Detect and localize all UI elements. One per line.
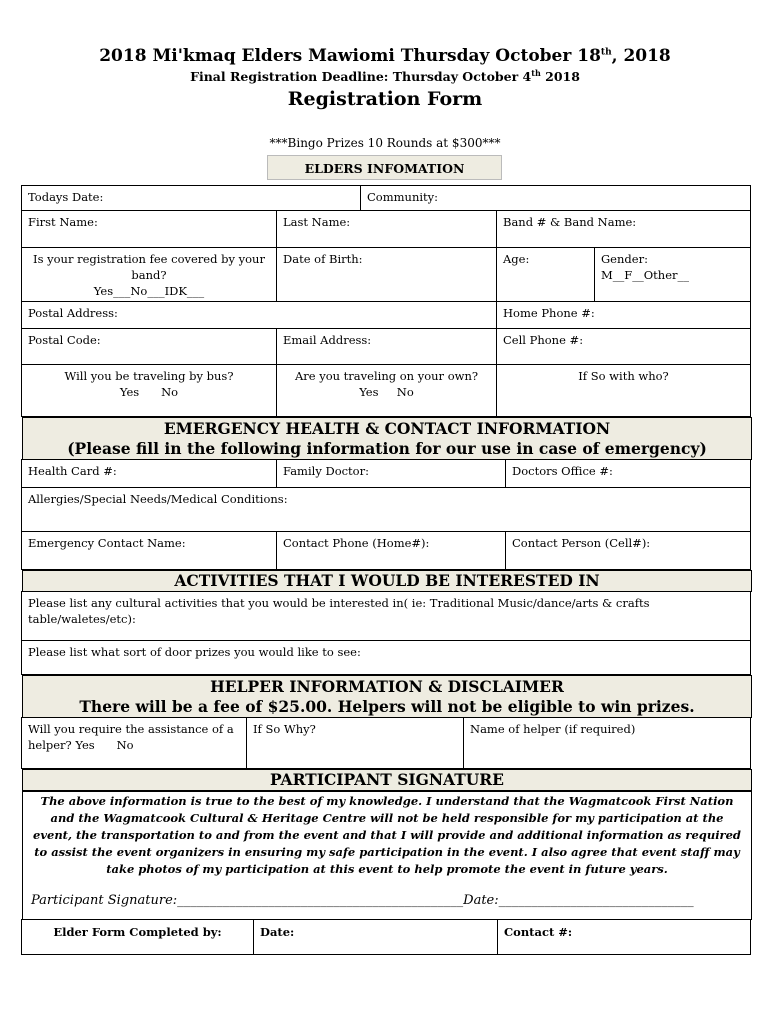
home-phone-label: Home Phone #: <box>503 306 595 320</box>
contact-cell-field[interactable] <box>505 531 751 570</box>
fee-options: Yes___No___IDK___ <box>93 284 205 298</box>
signature-section-header <box>22 769 752 791</box>
health-card-field[interactable] <box>21 459 277 488</box>
cultural-activities-field[interactable] <box>21 591 751 641</box>
door-prizes-label: Please list what sort of door prizes you would like to see: <box>28 645 361 659</box>
traveling-own-label: Are you traveling on your own? <box>294 369 479 383</box>
emergency-title: EMERGENCY HEALTH & CONTACT INFORMATION <box>163 419 611 438</box>
health-card-label: Health Card #: <box>28 464 117 478</box>
band-field[interactable] <box>496 210 751 248</box>
contact-home-label: Contact Phone (Home#): <box>283 536 430 550</box>
todays-date-label: Todays Date: <box>28 190 104 204</box>
community-field[interactable] <box>360 185 751 211</box>
helper-required-options: Yes No <box>75 738 134 752</box>
helper-subtitle: There will be a fee of $25.00. Helpers will not be eligible to win prizes. <box>79 697 695 716</box>
helper-name-field[interactable] <box>463 717 751 769</box>
with-who-field[interactable] <box>496 364 751 417</box>
bus-label: Will you be traveling by bus? <box>64 369 234 383</box>
dob-field[interactable] <box>276 247 497 302</box>
age-label: Age: <box>503 252 530 266</box>
form-title: Registration Form <box>287 88 483 110</box>
with-who-label: If So with who? <box>578 369 669 383</box>
gender-field[interactable] <box>594 247 751 302</box>
home-phone-field[interactable] <box>496 301 751 329</box>
signature-date-label: Date:______________________________ <box>463 893 694 908</box>
completed-by-field[interactable] <box>21 919 254 955</box>
participant-signature-line[interactable] <box>22 883 752 920</box>
participant-signature-label: Participant Signature:____________________________________________ <box>31 893 464 908</box>
allergies-field[interactable] <box>21 487 751 532</box>
todays-date-field[interactable] <box>21 185 361 211</box>
door-prizes-field[interactable] <box>21 640 751 675</box>
postal-code-label: Postal Code: <box>28 333 101 347</box>
signature-title: PARTICIPANT SIGNATURE <box>270 770 504 789</box>
activities-section-header <box>22 570 752 592</box>
contact-home-field[interactable] <box>276 531 506 570</box>
deadline: Final Registration Deadline: Thursday October 4th 2018 <box>190 68 580 85</box>
email-field[interactable] <box>276 328 497 365</box>
emergency-section-header <box>22 417 752 460</box>
completed-date-field[interactable] <box>253 919 498 955</box>
cultural-activities-label: Please list any cultural activities that you would be interested in( ie: Traditional Music/dance/arts & crafts table/waletes/etc): <box>28 596 650 626</box>
disclaimer-text: The above information is true to the best of my knowledge. I understand that the Wagmatcook First Nation and the Wagmatcook Cultural & Heritage Centre will not be held responsible for my participation at the event, the transportation to and from the event and that I will provide and additional information as required to assist the event organizers in ensuring my safe participation in the event. I also agree that event staff may take photos of my participation at this event to help promote the event in future years. <box>22 791 752 883</box>
cell-phone-label: Cell Phone #: <box>503 333 584 347</box>
age-field[interactable] <box>496 247 595 302</box>
community-label: Community: <box>367 190 439 204</box>
doctors-office-label: Doctors Office #: <box>512 464 613 478</box>
last-name-field[interactable] <box>276 210 497 248</box>
gender-label: Gender: <box>601 252 648 266</box>
first-name-field[interactable] <box>21 210 277 248</box>
helper-title: HELPER INFORMATION & DISCLAIMER <box>210 677 564 696</box>
postal-address-label: Postal Address: <box>28 306 118 320</box>
event-title: 2018 Mi'kmaq Elders Mawiomi Thursday October 18th, 2018 <box>99 46 671 66</box>
last-name-label: Last Name: <box>283 215 351 229</box>
emergency-contact-name-label: Emergency Contact Name: <box>28 536 186 550</box>
emergency-subtitle: (Please fill in the following information for our use in case of emergency) <box>67 439 707 458</box>
helper-why-field[interactable] <box>246 717 464 769</box>
helper-required-label: Will you require the assistance of a helper? <box>28 722 234 752</box>
activities-title: ACTIVITIES THAT I WOULD BE INTERESTED IN <box>174 571 600 590</box>
helper-why-label: If So Why? <box>253 722 316 736</box>
helper-section-header <box>22 675 752 718</box>
first-name-label: First Name: <box>28 215 98 229</box>
helper-name-label: Name of helper (if required) <box>470 722 636 736</box>
emergency-contact-name-field[interactable] <box>21 531 277 570</box>
family-doctor-field[interactable] <box>276 459 506 488</box>
contact-cell-label: Contact Person (Cell#): <box>512 536 651 550</box>
cell-phone-field[interactable] <box>496 328 751 365</box>
family-doctor-label: Family Doctor: <box>283 464 369 478</box>
band-label: Band # & Band Name: <box>503 215 637 229</box>
helper-required-field[interactable] <box>21 717 247 769</box>
bus-options: Yes No <box>119 385 179 399</box>
completed-date-label: Date: <box>260 925 295 939</box>
traveling-own-options: Yes No <box>359 385 414 399</box>
gender-options: M__F__Other__ <box>601 268 690 282</box>
allergies-label: Allergies/Special Needs/Medical Conditions: <box>28 492 288 506</box>
postal-address-field[interactable] <box>21 301 497 329</box>
contact-number-field[interactable] <box>497 919 751 955</box>
bingo-note: ***Bingo Prizes 10 Rounds at $300*** <box>269 136 501 150</box>
fee-covered-label: Is your registration fee covered by your band? <box>33 252 265 282</box>
contact-number-label: Contact #: <box>504 925 573 939</box>
elders-section-title: ELDERS INFOMATION <box>267 155 502 180</box>
email-label: Email Address: <box>283 333 372 347</box>
postal-code-field[interactable] <box>21 328 277 365</box>
completed-by-label: Elder Form Completed by: <box>53 925 222 939</box>
fee-covered-field[interactable] <box>21 247 277 302</box>
dob-label: Date of Birth: <box>283 252 363 266</box>
traveling-own-field[interactable] <box>276 364 497 417</box>
doctors-office-field[interactable] <box>505 459 751 488</box>
bus-field[interactable] <box>21 364 277 417</box>
